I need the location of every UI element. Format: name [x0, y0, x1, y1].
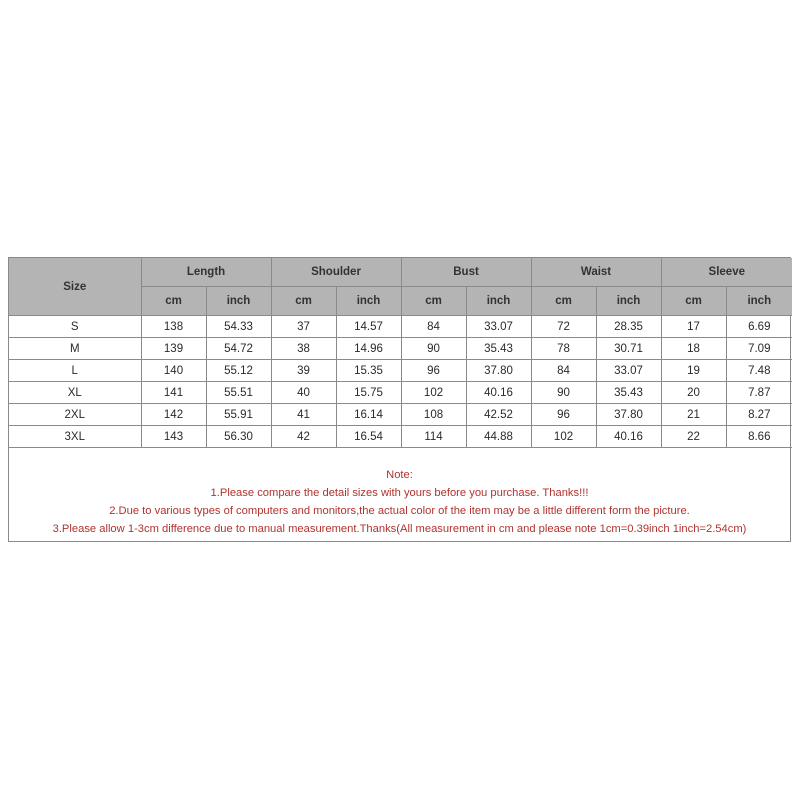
shoulder-header: Shoulder: [271, 258, 401, 287]
table-row: [9, 360, 792, 382]
table-cell: 90: [531, 382, 596, 404]
table-cell: 14.57: [336, 316, 401, 338]
table-cell: 33.07: [466, 316, 531, 338]
table-cell: 30.71: [596, 338, 661, 360]
table-row: [9, 316, 792, 338]
table-cell: 84: [401, 316, 466, 338]
size-rows: [9, 316, 792, 448]
size-column-header: Size: [9, 258, 141, 316]
size-cell: 3XL: [9, 426, 141, 448]
sleeve-header: Sleeve: [661, 258, 792, 287]
note-line: 1.Please compare the detail sizes with yours before you purchase. Thanks!!!: [210, 487, 589, 499]
note-line: 3.Please allow 1-3cm difference due to manual measurement.Thanks(All measurement in cm and please note 1cm=0.39inch 1inch=2.54cm): [52, 523, 747, 535]
table-cell: 37: [271, 316, 336, 338]
header-group-row: [9, 258, 792, 287]
table-cell: 114: [401, 426, 466, 448]
table-cell: 44.88: [466, 426, 531, 448]
unit-header: inch: [336, 287, 401, 316]
unit-header: cm: [271, 287, 336, 316]
table-cell: 108: [401, 404, 466, 426]
table-cell: 84: [531, 360, 596, 382]
table-row: [9, 426, 792, 448]
table-cell: 96: [531, 404, 596, 426]
table-cell: 7.09: [726, 338, 792, 360]
unit-header: cm: [401, 287, 466, 316]
table-cell: 35.43: [466, 338, 531, 360]
table-cell: 40.16: [596, 426, 661, 448]
table-cell: 28.35: [596, 316, 661, 338]
table-row: [9, 338, 792, 360]
size-cell: L: [9, 360, 141, 382]
waist-header: Waist: [531, 258, 661, 287]
table-cell: 39: [271, 360, 336, 382]
table-cell: 17: [661, 316, 726, 338]
table-cell: 72: [531, 316, 596, 338]
bust-header: Bust: [401, 258, 531, 287]
unit-header: cm: [661, 287, 726, 316]
table-cell: 22: [661, 426, 726, 448]
table-cell: 102: [531, 426, 596, 448]
table-cell: 54.72: [206, 338, 271, 360]
table-cell: 55.12: [206, 360, 271, 382]
table-cell: 16.14: [336, 404, 401, 426]
table-cell: 8.66: [726, 426, 792, 448]
unit-header: inch: [206, 287, 271, 316]
unit-header: cm: [141, 287, 206, 316]
size-cell: 2XL: [9, 404, 141, 426]
table-cell: 15.75: [336, 382, 401, 404]
table-cell: 18: [661, 338, 726, 360]
unit-header: cm: [531, 287, 596, 316]
table-cell: 139: [141, 338, 206, 360]
table-cell: 138: [141, 316, 206, 338]
unit-header: inch: [466, 287, 531, 316]
table-cell: 41: [271, 404, 336, 426]
table-cell: 8.27: [726, 404, 792, 426]
table-cell: 42.52: [466, 404, 531, 426]
table-cell: 102: [401, 382, 466, 404]
table-cell: 140: [141, 360, 206, 382]
unit-header: inch: [726, 287, 792, 316]
table-cell: 20: [661, 382, 726, 404]
table-cell: 33.07: [596, 360, 661, 382]
table-cell: 38: [271, 338, 336, 360]
table-cell: 90: [401, 338, 466, 360]
table-row: [9, 382, 792, 404]
note-line: 2.Due to various types of computers and monitors,the actual color of the item may be a little different form the picture.: [109, 505, 690, 517]
table-cell: 14.96: [336, 338, 401, 360]
table-cell: 35.43: [596, 382, 661, 404]
unit-header: inch: [596, 287, 661, 316]
table-cell: 56.30: [206, 426, 271, 448]
size-cell: S: [9, 316, 141, 338]
table-cell: 37.80: [596, 404, 661, 426]
table-cell: 40.16: [466, 382, 531, 404]
table-cell: 78: [531, 338, 596, 360]
length-header: Length: [141, 258, 271, 287]
table-cell: 143: [141, 426, 206, 448]
table-cell: 16.54: [336, 426, 401, 448]
notes-section: [9, 448, 790, 538]
table-cell: 55.91: [206, 404, 271, 426]
size-cell: M: [9, 338, 141, 360]
size-cell: XL: [9, 382, 141, 404]
table-cell: 40: [271, 382, 336, 404]
table-cell: 6.69: [726, 316, 792, 338]
table-row: [9, 404, 792, 426]
table-cell: 54.33: [206, 316, 271, 338]
table-cell: 37.80: [466, 360, 531, 382]
table-cell: 55.51: [206, 382, 271, 404]
table-cell: 42: [271, 426, 336, 448]
table-cell: 21: [661, 404, 726, 426]
note-title: Note:: [386, 469, 413, 481]
size-table: [9, 258, 792, 448]
table-cell: 142: [141, 404, 206, 426]
table-cell: 15.35: [336, 360, 401, 382]
table-cell: 19: [661, 360, 726, 382]
table-cell: 141: [141, 382, 206, 404]
size-chart: [8, 257, 791, 542]
table-cell: 7.48: [726, 360, 792, 382]
table-cell: 96: [401, 360, 466, 382]
table-cell: 7.87: [726, 382, 792, 404]
